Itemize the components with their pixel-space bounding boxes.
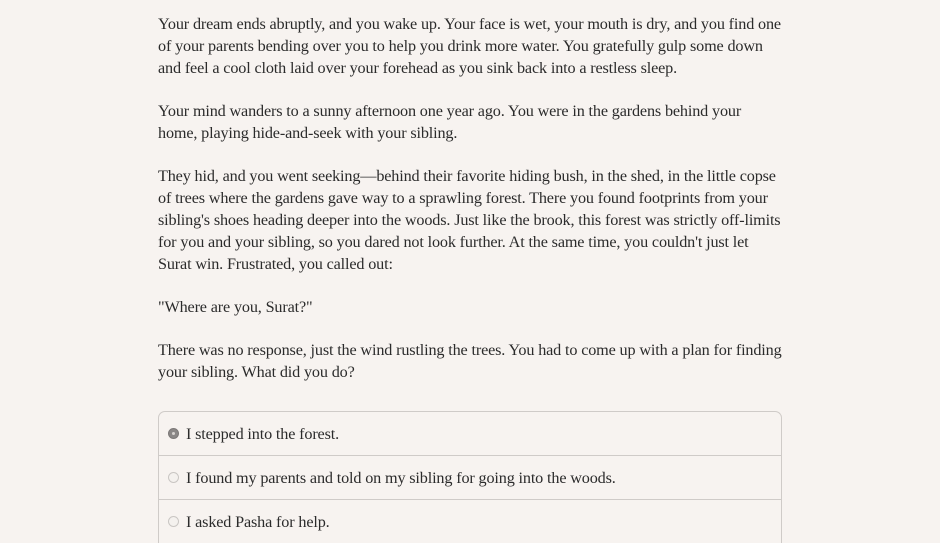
passage-text (158, 13, 782, 383)
radio-unchecked-icon[interactable] (168, 516, 179, 527)
choice-option-parents[interactable] (159, 456, 781, 500)
choice-option-forest[interactable] (159, 412, 781, 456)
radio-checked-icon[interactable] (168, 428, 179, 439)
choice-label: I stepped into the forest. (186, 424, 339, 443)
radio-unchecked-icon[interactable] (168, 472, 179, 483)
paragraph-memory: Your mind wanders to a sunny afternoon one year ago. You were in the gardens behind your home, playing hide-and-seek with your sibling. (158, 102, 742, 142)
paragraph-seeking: They hid, and you went seeking—behind their favorite hiding bush, in the shed, in the little copse of trees where the gardens gave way to a sprawling forest. There you found footprints from your sibling's shoes heading deeper into the woods. Just like the brook, this forest was strictly off-limits for you and your sibling, so you dared not look further. At the same time, you couldn't just let Surat win. Frustrated, you called out: (158, 167, 781, 273)
paragraph-question: There was no response, just the wind rustling the trees. You had to come up with a plan for finding your sibling. What did you do? (158, 341, 782, 381)
choice-label: I found my parents and told on my sibling for going into the woods. (186, 468, 616, 487)
paragraph-wake-up: Your dream ends abruptly, and you wake up. Your face is wet, your mouth is dry, and you find one of your parents bending over you to help you drink more water. You gratefully gulp some down and feel a cool cloth laid over your forehead as you sink back into a restless sleep. (158, 15, 781, 77)
choice-label: I asked Pasha for help. (186, 512, 330, 531)
choice-list (158, 411, 782, 543)
story-passage (158, 13, 782, 404)
paragraph-dialogue: "Where are you, Surat?" (158, 298, 313, 316)
choice-option-pasha[interactable] (159, 500, 781, 543)
